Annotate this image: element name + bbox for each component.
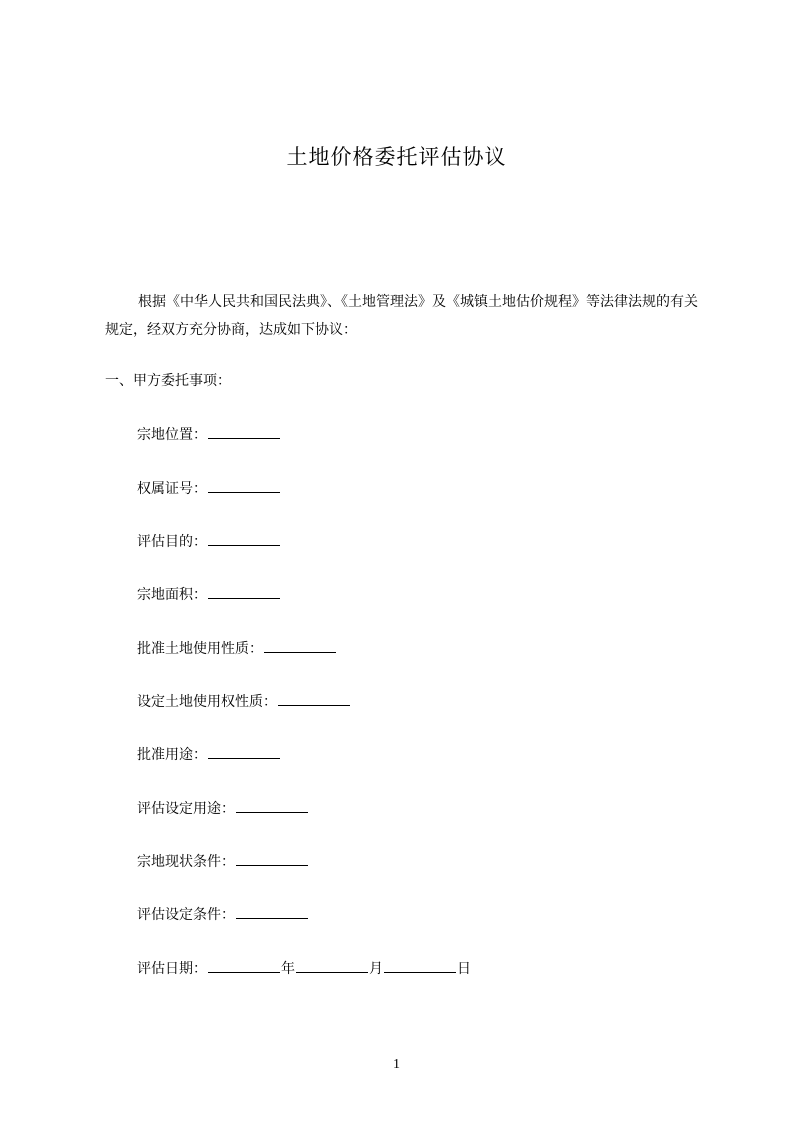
field-label: 评估目的： <box>137 534 207 550</box>
field-label: 权属证号： <box>137 481 207 497</box>
field-approved-land-use-nature <box>137 638 337 660</box>
field-land-area <box>137 584 281 606</box>
intro-paragraph: 根据《中华人民共和国民法典》、《土地管理法》及《城镇土地估价规程》等法律法规的有关规定，经双方充分协商，达成如下协议： <box>105 294 698 338</box>
field-valuation-purpose <box>137 531 281 553</box>
blank-line <box>236 904 308 919</box>
blank-line <box>208 424 280 439</box>
blank-line <box>208 584 280 599</box>
field-label: 批准土地使用性质： <box>137 641 263 657</box>
field-set-conditions <box>137 904 309 926</box>
blank-line <box>236 851 308 866</box>
blank-line <box>278 691 350 706</box>
blank-line <box>236 798 308 813</box>
field-valuation-date <box>137 958 471 980</box>
field-current-conditions <box>137 851 309 873</box>
field-approved-use <box>137 744 281 766</box>
blank-line <box>384 958 456 973</box>
page-number: 1 <box>393 1057 400 1072</box>
field-set-land-use-right-nature <box>137 691 351 713</box>
field-set-use <box>137 798 309 820</box>
field-label: 批准用途： <box>137 747 207 763</box>
blank-line <box>208 958 280 973</box>
field-label: 评估设定条件： <box>137 907 235 923</box>
blank-line <box>208 478 280 493</box>
field-label: 评估设定用途： <box>137 801 235 817</box>
month-label: 月 <box>369 961 383 977</box>
blank-line <box>208 744 280 759</box>
day-label: 日 <box>457 961 471 977</box>
field-label: 设定土地使用权性质： <box>137 694 277 710</box>
field-label: 评估日期： <box>137 961 207 977</box>
field-ownership-certificate <box>137 478 281 500</box>
year-label: 年 <box>281 961 295 977</box>
blank-line <box>296 958 368 973</box>
field-label: 宗地现状条件： <box>137 854 235 870</box>
blank-line <box>264 638 336 653</box>
section-heading: 一、甲方委托事项： <box>105 373 231 389</box>
blank-line <box>208 531 280 546</box>
field-label: 宗地位置： <box>137 427 207 443</box>
field-land-location <box>137 424 281 446</box>
document-title: 土地价格委托评估协议 <box>286 145 507 169</box>
field-label: 宗地面积： <box>137 587 207 603</box>
